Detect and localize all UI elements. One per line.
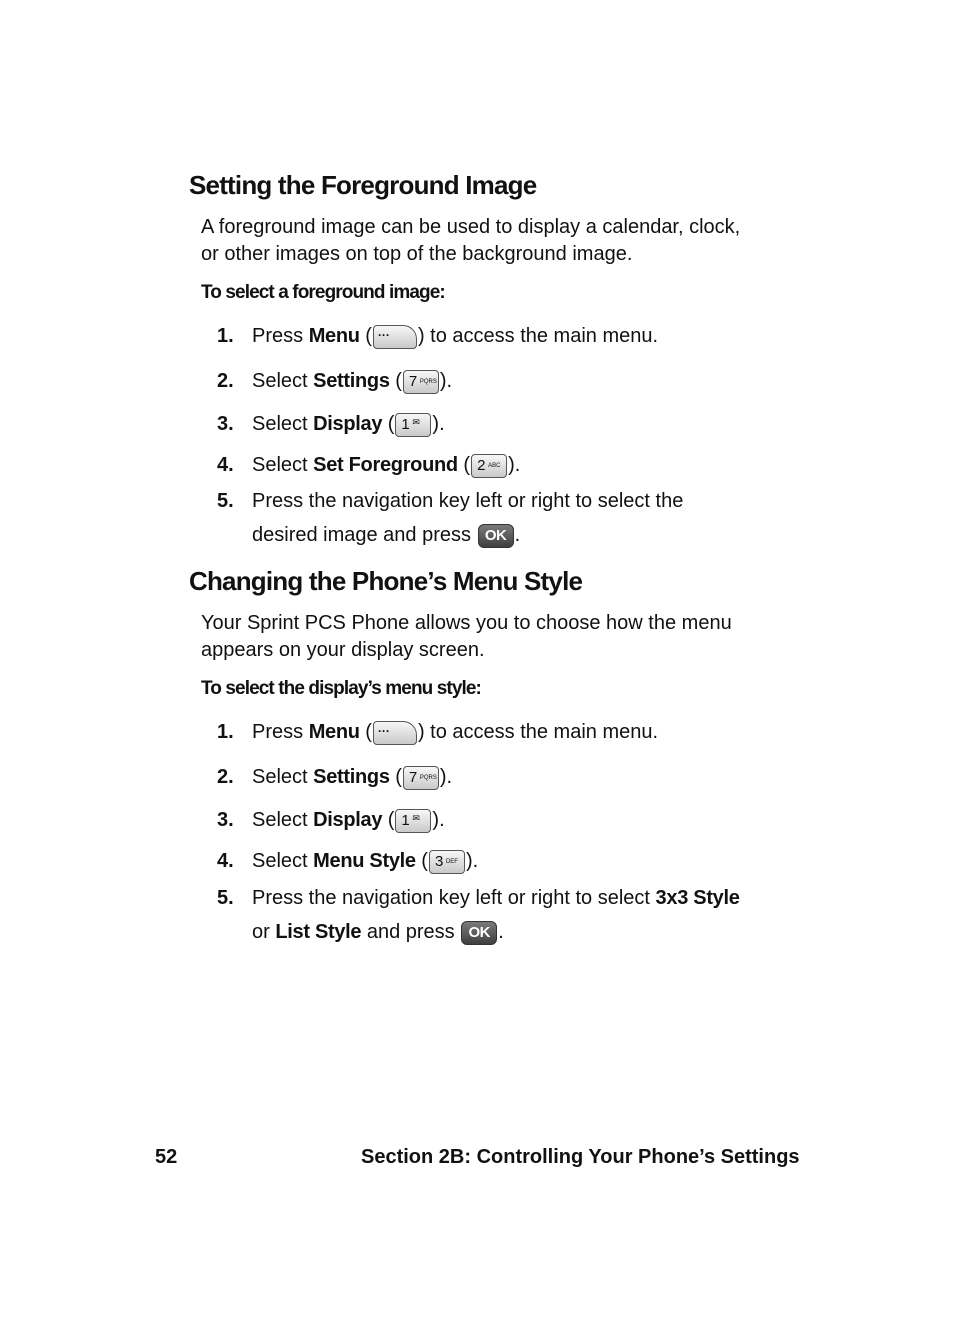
step-text	[252, 881, 782, 949]
step-number: 5.	[217, 887, 234, 909]
key-letters: ABC	[488, 462, 501, 469]
step-text-part: (	[389, 370, 402, 392]
step-text-part: (	[382, 413, 395, 435]
intro-paragraph-foreground	[201, 214, 781, 268]
step-number: 2.	[217, 766, 234, 788]
key-digit: 2	[477, 456, 486, 474]
key-digit: 7	[408, 372, 418, 390]
step-text	[252, 319, 782, 353]
menu-softkey-icon	[373, 721, 417, 745]
menu-label: Menu	[308, 721, 360, 743]
paragraph-line: Your Sprint PCS Phone allows you to choose how the menu	[201, 612, 732, 634]
key-letters: PQRS	[419, 378, 437, 385]
envelope-icon: ✉	[412, 812, 420, 823]
step-number: 4.	[217, 850, 234, 872]
ok-label: OK	[484, 526, 507, 544]
step-text-part: Press	[252, 721, 309, 743]
step-text-part: ) to access the main menu.	[417, 325, 659, 347]
menu-label: Menu	[308, 325, 360, 347]
step-text-part: (	[389, 766, 402, 788]
step-text	[252, 760, 782, 794]
page-number: 52	[155, 1146, 178, 1168]
paragraph-line: or other images on top of the background image.	[201, 243, 633, 265]
step-text-part: Select	[252, 454, 314, 476]
list-style-label: List Style	[275, 921, 362, 943]
step-text	[252, 803, 782, 837]
section-heading-menu-style: Changing the Phone’s Menu Style	[189, 566, 583, 596]
step-text-part: Press	[252, 325, 309, 347]
envelope-icon: ✉	[412, 416, 420, 427]
step-number: 1.	[217, 721, 234, 743]
step-text-part: Select	[252, 809, 314, 831]
key-digit: 1	[401, 415, 410, 433]
key-2-icon	[471, 454, 507, 478]
key-1-icon	[395, 809, 431, 833]
step-text	[252, 407, 782, 441]
key-1-icon	[395, 413, 431, 437]
step-text-part: (	[382, 809, 395, 831]
key-letters: DEF	[445, 858, 458, 865]
menu-glyph: ···	[377, 723, 390, 738]
step-number: 2.	[217, 370, 234, 392]
ok-key-icon	[478, 524, 514, 548]
step-text-part: ) to access the main menu.	[417, 721, 659, 743]
menu-softkey-icon	[373, 325, 417, 349]
step-number: 1.	[217, 325, 234, 347]
step-text-part: ).	[439, 766, 453, 788]
step-text	[252, 484, 782, 552]
step-text	[252, 844, 782, 878]
step-number: 3.	[217, 809, 234, 831]
step-text-part: (	[359, 325, 372, 347]
key-3-icon	[429, 850, 465, 874]
step-text-part: or	[252, 921, 276, 943]
step-text-part: ).	[465, 850, 479, 872]
step-text-part: ).	[508, 454, 521, 476]
step-text-part: Select	[252, 766, 314, 788]
paragraph-line: A foreground image can be used to display a calendar, clock,	[201, 216, 741, 238]
settings-label: Settings	[313, 370, 390, 392]
3x3-style-label: 3x3 Style	[655, 887, 740, 909]
key-7-icon	[403, 370, 439, 394]
set-foreground-label: Set Foreground	[313, 454, 458, 476]
settings-label: Settings	[313, 766, 390, 788]
step-number: 5.	[217, 490, 234, 512]
step-text	[252, 448, 782, 482]
intro-paragraph-menu-style	[201, 610, 781, 664]
step-text-part: Select	[252, 850, 314, 872]
step-text-part: Press the navigation key left or right to select the	[252, 490, 684, 512]
step-text-part: Press the navigation key left or right to select	[252, 887, 656, 909]
footer-section-title: Section 2B: Controlling Your Phone’s Settings	[361, 1146, 800, 1168]
step-text-part: ).	[432, 413, 445, 435]
step-text	[252, 364, 782, 398]
display-label: Display	[313, 413, 383, 435]
paragraph-line: appears on your display screen.	[201, 639, 485, 661]
key-digit: 7	[408, 768, 418, 786]
key-7-icon	[403, 766, 439, 790]
section-heading-foreground: Setting the Foreground Image	[189, 170, 537, 200]
step-number: 4.	[217, 454, 234, 476]
step-text-part: (	[457, 454, 471, 476]
step-text	[252, 715, 782, 749]
display-label: Display	[313, 809, 383, 831]
procedure-subheading-foreground: To select a foreground image:	[201, 282, 445, 303]
ok-key-icon	[461, 921, 497, 945]
step-text-part: and press	[361, 921, 461, 943]
menu-glyph: ···	[377, 327, 390, 342]
key-letters: PQRS	[419, 774, 437, 781]
ok-label: OK	[468, 923, 490, 941]
step-text-part: .	[498, 921, 504, 943]
step-text-part: desired image and press	[252, 524, 477, 546]
step-text-part: (	[415, 850, 428, 872]
step-text-part: ).	[439, 370, 453, 392]
procedure-subheading-menu-style: To select the display’s menu style:	[201, 678, 481, 699]
step-text-part: Select	[252, 370, 314, 392]
step-text-part: ).	[432, 809, 445, 831]
step-text-part: (	[359, 721, 372, 743]
key-digit: 3	[434, 852, 444, 870]
step-text-part: Select	[252, 413, 314, 435]
step-number: 3.	[217, 413, 234, 435]
step-text-part: .	[514, 524, 521, 546]
menu-style-label: Menu Style	[313, 850, 416, 872]
key-digit: 1	[401, 811, 410, 829]
